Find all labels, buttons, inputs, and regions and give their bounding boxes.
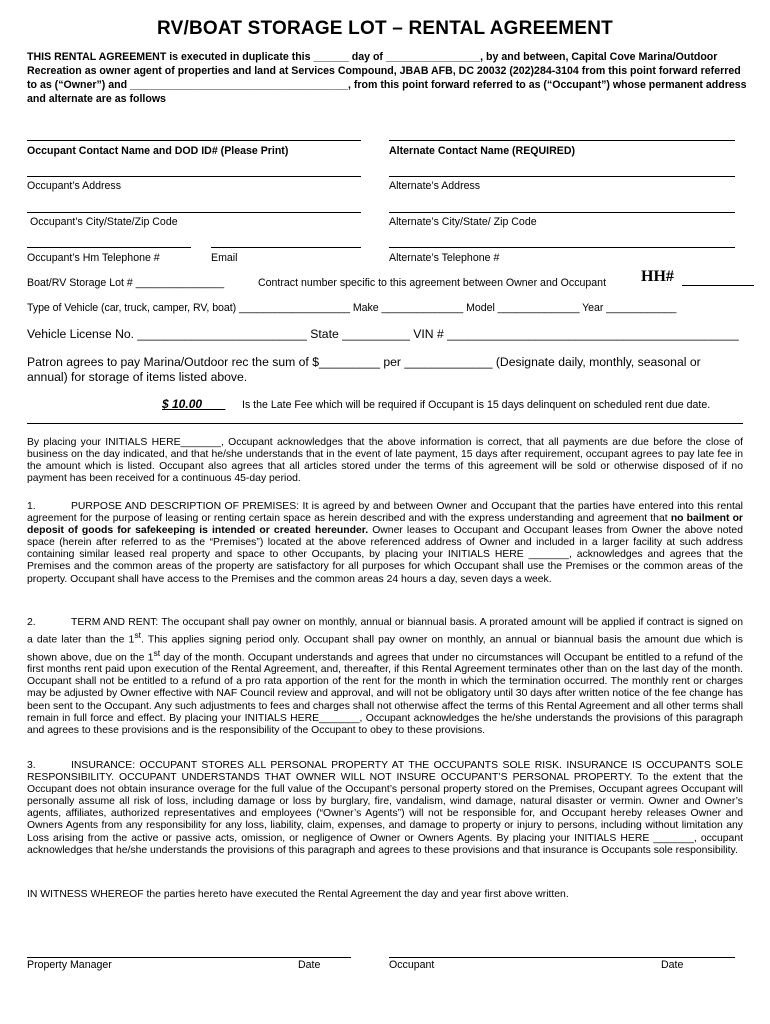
occupant-city-line[interactable] [27, 212, 361, 213]
paragraph-number: 2. [27, 617, 36, 628]
term-rent-paragraph: 2. TERM AND RENT: The occupant shall pay owner on monthly, annual or biannual basis. A prorated amount will be applied if contract is signed on a date later than the 1st. This applies signing period only. Occupant shall pay owner on monthly, an annual or biannual basis the amount due which is shown above, due on the 1st day of the month. Occupant understands and agrees that under no circumstances will Occupant be entitled to a refund of the first months rent paid upon execution of the Rental Agreement, and, thereafter, if this Rental Agreement terminates other than on the last day of the month. Occupant shall not be entitled to a refund of a pro rata apportion of the rent for the month in which the termination occurred. The monthly rent or charges may be adjusted by Owner effective with NAF Council review and approval, and will not be obligatory until 30 days after written notice of the fee change has been sent to the Occupant. Any such adjustments to fees and charges shall not otherwise affect the terms of this Rental Agreement and all other terms shall remain in full force and effect. By placing your INITIALS HERE_______, Occupant acknowledges the he/she understands the provisions of this paragraph and agrees to these provisions and is the responsibility of the Occupant to obey to these provisions. [27, 617, 744, 736]
occupant-contact-label: Occupant Contact Name and DOD ID# (Please Print) [27, 145, 289, 157]
manager-signature-line[interactable] [27, 957, 351, 958]
paragraph-number: 3. [27, 760, 36, 771]
occupant-date-label: Date [661, 959, 684, 971]
insurance-paragraph: 3. INSURANCE: OCCUPANT STORES ALL PERSONAL PROPERTY AT THE OCCUPANTS SOLE RISK. INSURANCE IS OCCUPANTS SOLE RESPONSIBILITY. OCCUPANT UNDERSTANDS THAT OWNER WILL NOT INSURE OCCUPANT’S PERSONAL PROPERTY. To the extent that the Occupant does not obtain insurance overage for the full value of the Occupant’s personal property stored on the Premises, Occupant agrees Occupant will personally assume all risk of loss, including damage or loss by burglary, fire, vandalism, wind damage, natural disaster or vermin. Owner and Owner’s agents, affiliates, authorized representatives and employees (“Owner’s Agents”) will not be responsible for, and Occupant hereby releases Owner and Owners Agents from any responsibility for any loss, liability, claim, expenses, and damage to property or injury to persons, including without limitation any Loss arising from the active or passive acts, omission, or negligence of Owner or Owners Agents. By placing your INITIALS HERE _______, occupant acknowledges that he/she understands the provisions of this paragraph and agrees to these provisions and that insurance is Occupants sole responsibility. [27, 760, 743, 856]
occupant-signature-line[interactable] [389, 957, 735, 958]
paragraph-number: 1. [27, 501, 36, 512]
occupant-address-label: Occupant’s Address [27, 180, 122, 192]
email-label: Email [211, 252, 238, 264]
alternate-city-label: Alternate’s City/State/ Zip Code [389, 216, 537, 228]
vehicle-type-field[interactable]: Type of Vehicle (car, truck, camper, RV, boat) ___________________ Make ______________ Model ______________ Year ____________ [27, 302, 677, 314]
occupant-phone-label: Occupant’s Hm Telephone # [27, 252, 160, 264]
witness-paragraph: IN WITNESS WHEREOF the parties hereto have executed the Rental Agreement the day and year first above written. [27, 889, 569, 900]
occupant-city-label: Occupant’s City/State/Zip Code [30, 216, 178, 228]
occupant-contact-line[interactable] [27, 140, 361, 141]
hh-number-line[interactable] [682, 285, 754, 286]
alternate-address-label: Alternate’s Address [389, 180, 481, 192]
contract-text: Contract number specific to this agreement between Owner and Occupant [258, 277, 607, 289]
occupant-signature-label: Occupant [389, 959, 435, 971]
section-divider [27, 423, 743, 424]
late-fee-amount: $ 10.00 [162, 397, 203, 411]
alternate-contact-line[interactable] [389, 140, 735, 141]
occupant-address-line[interactable] [27, 176, 361, 177]
initials-paragraph: By placing your INITIALS HERE_______, Occupant acknowledges that the above information is correct, that all payments are due before the close of business on the day indicated, and that he/she understands that in the event of late payment, 15 days after requirement, occupant agrees to pay late fee in the amount which is listed. Occupant also agrees that all articles stored under the terms of this agreement will be sold or otherwise disposed of if no payment has been received for a continuous 45-day period. [27, 437, 743, 485]
alternate-phone-label: Alternate’s Telephone # [389, 252, 500, 264]
occupant-phone-line[interactable] [27, 247, 191, 248]
intro-paragraph: THIS RENTAL AGREEMENT is executed in duplicate this ______ day of ________________, by and between, Capital Cove Marina/Outdoor Recreation as owner agent of properties and land at Services Compound, JBAB AFB, DC 20032 (202)284-3104 from this point forward referred to as (“Owner”) and _____________________________________, from this point forward referred to as (“Occupant”) whose permanent address and alternate are as follows [27, 51, 747, 105]
alternate-contact-label: Alternate Contact Name (REQUIRED) [389, 145, 576, 157]
alternate-phone-line[interactable] [389, 247, 735, 248]
alternate-address-line[interactable] [389, 176, 735, 177]
storage-lot-field[interactable]: Boat/RV Storage Lot # _______________ [27, 277, 225, 289]
vehicle-license-field[interactable]: Vehicle License No. _________________________ State __________ VIN # ___________________________________________ [27, 327, 739, 341]
patron-payment-line-2: annual) for storage of items listed above. [27, 370, 248, 384]
manager-date-label: Date [298, 959, 321, 971]
email-line[interactable] [211, 247, 361, 248]
late-fee-text: Is the Late Fee which will be required if Occupant is 15 days delinquent on scheduled rent due date. [242, 399, 711, 411]
hh-number-label: HH# [641, 268, 674, 285]
property-manager-label: Property Manager [27, 959, 112, 971]
alternate-city-line[interactable] [389, 212, 735, 213]
patron-payment-line[interactable]: Patron agrees to pay Marina/Outdoor rec the sum of $_________ per _____________ (Designate daily, monthly, seasonal or [27, 355, 701, 369]
purpose-paragraph: 1. PURPOSE AND DESCRIPTION OF PREMISES: It is agreed by and between Owner and Occupant that the parties have entered into this rental agreement for the purpose of leasing or renting certain space as herein described and with the express understanding and agreement that no bailment or deposit of goods for safekeeping is intended or created hereunder. Owner leases to Occupant and Occupant leases from Owner the above noted space (herein after referred to as the “Premises”) located at the above referenced address of Owner and included in a larger facility at such address containing similar leased real property and space to other Occupants, by placing your INITIALS HERE _______, acknowledges and agrees that the Premises and the common areas of the property are satisfactory for all purposes for which Occupant shall use the Premises or the common areas of the property. Occupant shall have access to the Premises and the common areas 24 hours a day, seven days a week. [27, 501, 743, 585]
bailment-clause: no bailment or deposit of goods for safekeeping is intended or created hereunder. [27, 513, 743, 537]
document-title: RV/BOAT STORAGE LOT – RENTAL AGREEMENT [157, 18, 613, 39]
